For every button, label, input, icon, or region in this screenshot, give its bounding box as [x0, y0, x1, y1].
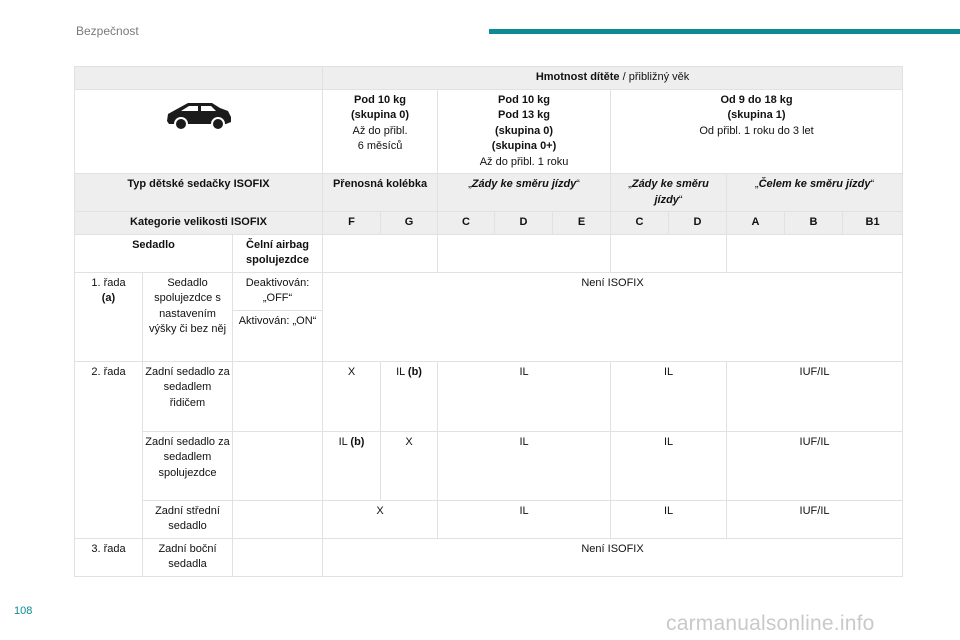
seat-header-row: [75, 234, 903, 272]
row-2-driver-f: X: [323, 361, 381, 431]
seat-header: Sedadlo: [75, 234, 233, 272]
size-class: D: [495, 212, 553, 235]
row-1-seat: Sedadlo spolujezdce s nastavením výšky či bez něj: [143, 272, 233, 361]
row-2-passenger-g1-forward: IUF/IL: [727, 431, 903, 500]
row-1-off: [75, 272, 903, 310]
seat-type-row: [75, 174, 903, 212]
row-2-center: [75, 500, 903, 538]
row-2-driver-g1-rear: IL: [611, 361, 727, 431]
row-2-passenger-g0plus: IL: [438, 431, 611, 500]
row-2-center-g1-forward: IUF/IL: [727, 500, 903, 538]
row-3: [75, 538, 903, 576]
empty-cell: [233, 500, 323, 538]
size-class: A: [727, 212, 785, 235]
mass-header: Hmotnost dítěte / přibližný věk: [323, 67, 903, 90]
airbag-header: Čelní airbag spolujezdce: [233, 234, 323, 272]
row-2-center-g0plus: IL: [438, 500, 611, 538]
weight-group-line: Od přibl. 1 roku do 3 let: [699, 124, 814, 137]
row-2-passenger-g: X: [381, 431, 438, 500]
row-3-seat: Zadní boční sedadla: [143, 538, 233, 576]
size-class: B1: [843, 212, 903, 235]
car-icon-cell: [75, 89, 323, 174]
row-1-label: 1. řada (a): [75, 272, 143, 361]
row-2-driver-seat: Zadní sedadlo za sedadlem řidičem: [143, 361, 233, 431]
row-3-label: 3. řada: [75, 538, 143, 576]
row-3-value: Není ISOFIX: [323, 538, 903, 576]
group-1-cell: [611, 89, 903, 174]
weight-group-line: Pod 10 kg: [498, 93, 551, 106]
weight-group-line: (skupina 1): [727, 109, 786, 121]
page-number: 108: [14, 605, 33, 617]
weight-group-line: (skupina 0+): [491, 140, 557, 152]
weight-group-row: [75, 89, 903, 174]
section-accent-bar: [489, 29, 960, 34]
size-class: G: [381, 212, 438, 235]
weight-group-line: Až do přibl. 1 roku: [479, 155, 569, 168]
row-2-driver-side: [75, 361, 903, 431]
empty-cell: [727, 234, 903, 272]
section-title: Bezpečnost: [76, 24, 139, 38]
seat-type-rear-facing-g1: „Zády ke směru jízdy“: [611, 174, 727, 212]
row-2-center-seat: Zadní střední sedadlo: [143, 500, 233, 538]
weight-group-line: Pod 13 kg: [498, 109, 551, 121]
row-1-value: Není ISOFIX: [323, 272, 903, 361]
row-2-driver-g: IL (b): [381, 361, 438, 431]
empty-cell: [233, 538, 323, 576]
row-2-label: 2. řada: [75, 361, 143, 538]
size-class-row: [75, 212, 903, 235]
weight-group-line: (skupina 0): [350, 109, 410, 121]
watermark: carmanualsonline.info: [666, 612, 875, 635]
empty-cell: [611, 234, 727, 272]
weight-group-line: 6 měsíců: [357, 140, 403, 152]
row-2-passenger-seat: Zadní sedadlo za sedadlem spolujezdce: [143, 431, 233, 500]
size-class: F: [323, 212, 381, 235]
row-2-center-g1-rear: IL: [611, 500, 727, 538]
row-2-driver-g0plus: IL: [438, 361, 611, 431]
mass-header-row: [75, 67, 903, 90]
empty-cell: [438, 234, 611, 272]
seat-type-carrycot: Přenosná kolébka: [323, 174, 438, 212]
group-0-cell: [323, 89, 438, 174]
size-class: E: [553, 212, 611, 235]
weight-group-line: (skupina 0): [494, 124, 554, 137]
row-2-driver-g1-forward: IUF/IL: [727, 361, 903, 431]
seat-type-rear-facing: „Zády ke směru jízdy“: [438, 174, 611, 212]
isofix-table: [74, 66, 903, 577]
size-class-label: Kategorie velikosti ISOFIX: [75, 212, 323, 235]
blank-corner: [75, 67, 323, 90]
size-class: D: [669, 212, 727, 235]
row-2-passenger-f: IL (b): [323, 431, 381, 500]
airbag-on: Aktivován: „ON“: [233, 310, 323, 361]
row-2-center-carrycot: X: [323, 500, 438, 538]
group-0plus-cell: [438, 89, 611, 174]
row-2-passenger-g1-rear: IL: [611, 431, 727, 500]
empty-cell: [233, 431, 323, 500]
seat-type-label: Typ dětské sedačky ISOFIX: [75, 174, 323, 212]
row-2-passenger-side: [75, 431, 903, 500]
size-class: C: [438, 212, 495, 235]
empty-cell: [233, 361, 323, 431]
weight-group-line: Pod 10 kg: [354, 93, 407, 106]
airbag-off: Deaktivován: „OFF“: [233, 272, 323, 310]
seat-type-forward-facing: „Čelem ke směru jízdy“: [727, 174, 903, 212]
size-class: C: [611, 212, 669, 235]
size-class: B: [785, 212, 843, 235]
weight-group-line: Až do přibl.: [352, 124, 408, 137]
weight-group-line: Od 9 do 18 kg: [720, 93, 793, 106]
car-icon: [164, 99, 234, 133]
empty-cell: [323, 234, 438, 272]
